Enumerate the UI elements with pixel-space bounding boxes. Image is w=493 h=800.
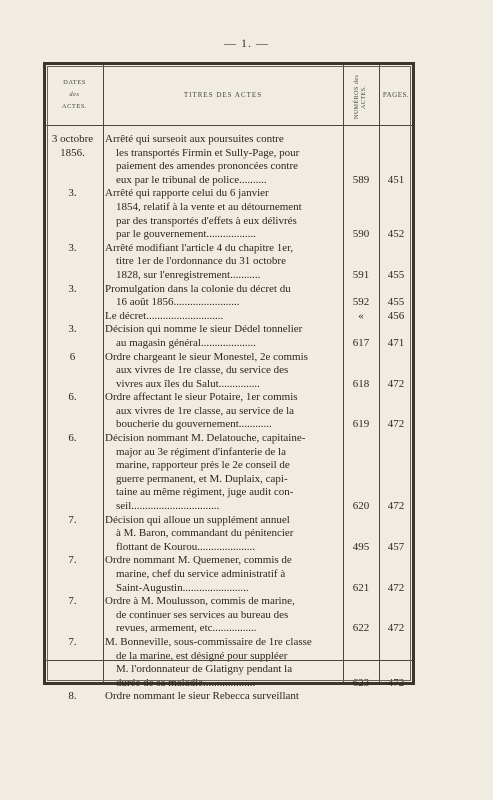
title-line: les transportés Firmin et Sully-Page, pour	[116, 146, 300, 159]
row-title	[103, 187, 343, 241]
row-date: 7.	[68, 635, 77, 648]
row-date: 7.	[68, 513, 77, 526]
title-line: flottant de Kourou.....................	[116, 540, 256, 553]
title-line: eux par le tribunal de police..........	[116, 173, 267, 186]
row-title	[103, 432, 343, 514]
row-date: 8.	[68, 690, 77, 703]
title-line: major au 3e régiment d'infanterie de la	[116, 445, 286, 458]
row-date: 7.	[68, 554, 77, 567]
row-page: 455	[387, 296, 405, 309]
row-number: 622	[352, 622, 370, 635]
row-number: 590	[352, 228, 370, 241]
header-dates: DATES des ACTES.	[61, 79, 88, 110]
title-line: Arrêté qui rapporte celui du 6 janvier	[105, 187, 269, 200]
title-line: paiement des amendes prononcées contre	[116, 160, 299, 173]
title-line: Arrêté qui surseoit aux poursuites contre	[105, 133, 284, 145]
table-row	[46, 351, 412, 392]
title-line: de continuer ses services au bureau des	[116, 608, 289, 621]
title-line: Saint-Augustin........................	[116, 581, 249, 594]
table-row	[46, 391, 412, 432]
row-page: 455	[387, 268, 405, 281]
row-number: «	[358, 309, 364, 322]
row-number: 621	[352, 581, 370, 594]
header-titles: TITRES DES ACTES	[183, 91, 263, 99]
row-page: 472	[387, 418, 405, 431]
row-date: 3.	[68, 282, 77, 295]
title-line: M. Bonneville, sous-commissaire de 1re classe	[105, 635, 312, 648]
title-line: Ordre nommant le sieur Rebecca surveillant	[105, 690, 299, 703]
row-page: 472	[387, 500, 405, 513]
row-title	[103, 242, 343, 283]
title-line: Ordre affectant le sieur Potaire, 1er commis	[105, 391, 298, 404]
title-line: boucherie du gouvernement............	[116, 418, 272, 431]
row-title	[103, 351, 343, 392]
title-line: revues, armement, etc................	[116, 622, 257, 635]
row-date: 7.	[68, 595, 77, 608]
header-rule	[46, 125, 412, 126]
row-page: 451	[387, 173, 405, 186]
row-title	[103, 690, 343, 704]
table-row	[46, 187, 412, 241]
header-pages: PAGES.	[382, 91, 410, 99]
title-line: aux vivres de 1re classe, au service de la	[116, 404, 295, 417]
table-row	[46, 432, 412, 514]
title-line: à M. Baron, commandant du pénitencier	[116, 527, 294, 540]
title-line: Ordre à M. Moulusson, commis de marine,	[105, 595, 295, 608]
table-row	[46, 636, 412, 690]
page-number: — 1. —	[224, 36, 269, 50]
table-row	[46, 310, 412, 324]
row-number: 623	[352, 676, 370, 689]
title-line: guerre permanent, et M. Duplaix, capi-	[116, 472, 288, 485]
title-line: titre 1er de l'ordonnance du 31 octobre	[116, 255, 286, 268]
table-row	[46, 554, 412, 595]
table-row	[46, 595, 412, 636]
title-line: aux vivres de 1re classe, du service des	[116, 364, 289, 377]
title-line: Promulgation dans la colonie du décret du	[105, 282, 291, 295]
row-title	[103, 133, 343, 187]
row-page: 471	[387, 336, 405, 349]
row-date: 3.	[68, 323, 77, 336]
title-line: Le décret............................	[105, 309, 224, 322]
table-row	[46, 133, 412, 187]
title-line: marine, rapporteur près le 2e conseil de	[116, 459, 290, 472]
header-numbers: NUMÉROS des ACTES.	[354, 74, 367, 120]
row-title	[103, 554, 343, 595]
row-title	[103, 391, 343, 432]
row-page: 452	[387, 228, 405, 241]
bottom-rule	[46, 660, 412, 661]
row-page: 456	[387, 309, 405, 322]
title-line: par des transportés d'effets à eux délivrés	[116, 214, 297, 227]
row-title	[103, 310, 343, 324]
title-line: au magasin général....................	[116, 336, 256, 349]
row-date: 6	[69, 350, 76, 363]
title-line: Arrêté modifiant l'article 4 du chapitre 1er,	[105, 241, 294, 254]
title-line: Ordre nommant M. Quemener, commis de	[105, 554, 292, 567]
row-number: 620	[352, 500, 370, 513]
row-date: 3 octobre 1856.	[51, 133, 94, 159]
title-line: durée de sa maladie...................	[116, 676, 256, 689]
table-row	[46, 323, 412, 350]
row-number: 617	[352, 336, 370, 349]
row-title	[103, 283, 343, 310]
title-line: Ordre chargeant le sieur Monestel, 2e commis	[105, 350, 308, 363]
table-frame	[43, 62, 415, 703]
row-number: 618	[352, 377, 370, 390]
row-number: 619	[352, 418, 370, 431]
title-line: par le gouvernement..................	[116, 228, 256, 241]
row-title	[103, 323, 343, 350]
row-page: 457	[387, 540, 405, 553]
row-date	[46, 310, 103, 324]
title-line: Décision nommant M. Delatouche, capitaine-	[105, 432, 306, 445]
title-line: de la marine, est désigné pour suppléer	[116, 649, 288, 662]
title-line: 1854, relatif à la vente et au détournement	[116, 200, 302, 213]
row-number: 589	[352, 173, 370, 186]
row-title	[103, 636, 343, 690]
title-line: vivres aux îles du Salut...............	[116, 377, 260, 390]
title-line: Décision qui nomme le sieur Dédel tonnelier	[105, 323, 303, 336]
row-date: 6.	[68, 391, 77, 404]
row-page: 472	[387, 377, 405, 390]
table-row	[46, 283, 412, 310]
row-page: 472	[387, 676, 405, 689]
row-number: 495	[352, 540, 370, 553]
title-line: marine, chef du service administratif à	[116, 568, 286, 580]
title-line: M. l'ordonnateur de Glatigny pendant la	[116, 663, 293, 676]
title-line: taine au même régiment, juge audit con-	[116, 486, 294, 499]
table-row	[46, 242, 412, 283]
row-title	[103, 514, 343, 555]
row-page: 472	[387, 581, 405, 594]
title-line: 16 août 1856........................	[116, 296, 240, 309]
row-date: 3.	[68, 187, 77, 200]
title-line: seil................................	[116, 500, 220, 513]
row-date: 6.	[68, 432, 77, 445]
table-row	[46, 690, 412, 704]
row-number: 591	[352, 268, 370, 281]
row-page: 472	[387, 622, 405, 635]
title-line: 1828, sur l'enregistrement...........	[116, 268, 261, 281]
table-row	[46, 514, 412, 555]
row-date: 3.	[68, 241, 77, 254]
row-number: 592	[352, 296, 370, 309]
row-title	[103, 595, 343, 636]
table-body	[46, 133, 412, 704]
title-line: Décision qui alloue un supplément annuel	[105, 513, 290, 526]
